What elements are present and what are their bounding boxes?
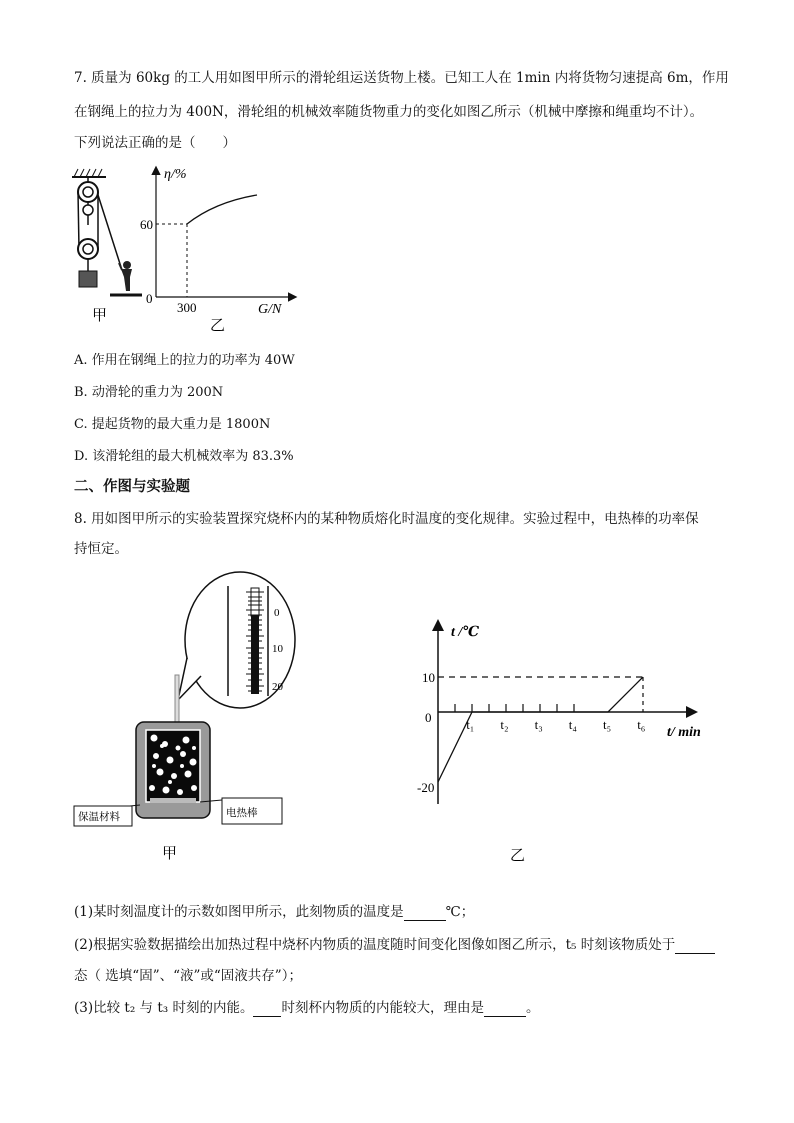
label-heater: 电热棒	[226, 808, 258, 819]
q8-sub3-text-b: 时刻杯内物质的内能较大，理由是	[281, 1000, 484, 1016]
q7-option-a[interactable]: A. 作用在钢绳上的拉力的功率为 40W	[74, 353, 295, 368]
q8-sub2-text: (2)根据实验数据描绘出加热过程中烧杯内物质的温度随时间变化图像如图乙所示，t₅ 时刻该物质处于	[74, 937, 676, 953]
efficiency-graph	[140, 160, 300, 335]
apparatus-figure	[70, 570, 330, 870]
y-axis-label: η/%	[164, 167, 187, 182]
q8-sub3-text-a: (3)比较 t₂ 与 t₃ 时刻的内能。	[74, 1000, 254, 1016]
x-tick-300: 300	[177, 300, 197, 315]
y-tick-0: 0	[425, 710, 432, 725]
q7-stem-line-2: 在钢绳上的拉力为 400N，滑轮组的机械效率随货物重力的变化如图乙所示（机械中摩擦和绳重均不计）。	[74, 104, 704, 120]
y-tick-60: 60	[140, 217, 153, 232]
x-tick-label-3: t₃	[534, 717, 543, 732]
x-tick-label-5: t₅	[603, 717, 612, 732]
x-tick-label-4: t₄	[568, 717, 577, 732]
thermo-tick-0: 0	[274, 607, 280, 619]
temperature-graph	[405, 612, 725, 867]
thermo-tick-20: 20	[272, 681, 283, 693]
q7-option-b[interactable]: B. 动滑轮的重力为 200N	[74, 385, 224, 400]
efficiency-curve	[187, 195, 257, 224]
answer-blank-4[interactable]	[484, 1000, 526, 1017]
fig7-left-caption: 甲	[92, 308, 108, 324]
thermo-tick-10: 10	[272, 643, 283, 655]
x-axis-label: t/ min	[667, 725, 701, 740]
fig8-right-caption: 乙	[510, 848, 526, 864]
q8-sub1	[74, 900, 474, 921]
q8-sub2-line2: 态（ 选填“固”、“液”或“固液共存”）；	[74, 968, 302, 984]
fig7-right-caption: 乙	[210, 318, 226, 334]
q7-stem-line-1: 7. 质量为 60kg 的工人用如图甲所示的滑轮组运送货物上楼。已知工人在 1min 内将货物匀速提高 6m，作用	[74, 70, 729, 86]
label-insulation: 保温材料	[78, 812, 120, 823]
y-tick-neg20: -20	[417, 780, 435, 795]
q8-sub1-unit: ℃；	[445, 904, 475, 920]
q8-stem-line-1: 8. 用如图甲所示的实验装置探究烧杯内的某种物质熔化时温度的变化规律。实验过程中，电热棒的功率保	[74, 511, 699, 527]
q7-option-c[interactable]: C. 提起货物的最大重力是 1800N	[74, 417, 271, 432]
answer-blank-3[interactable]	[253, 1000, 281, 1017]
pulley-figure	[66, 165, 146, 325]
q8-sub3	[74, 996, 539, 1017]
x-tick-label-2: t₂	[500, 717, 509, 732]
section-heading: 二、作图与实验题	[74, 479, 190, 495]
answer-blank-2[interactable]	[675, 937, 715, 954]
fig8-left-caption: 甲	[162, 846, 178, 862]
y-axis-label: t /℃	[451, 625, 480, 640]
q8-sub1-text: (1)某时刻温度计的示数如图甲所示，此刻物质的温度是	[74, 904, 404, 920]
q7-stem-line-3: 下列说法正确的是（ ）	[74, 135, 236, 151]
q8-sub3-text-c: 。	[525, 1000, 540, 1016]
origin-label: 0	[146, 291, 153, 306]
q7-option-d[interactable]: D. 该滑轮组的最大机械效率为 83.3%	[74, 449, 294, 464]
q8-stem-line-2: 持恒定。	[74, 541, 128, 557]
q8-sub2	[74, 933, 715, 954]
answer-blank-1[interactable]	[404, 904, 446, 921]
y-tick-10: 10	[422, 670, 435, 685]
x-axis-label: G/N	[258, 302, 282, 317]
x-tick-label-6: t₆	[637, 717, 646, 732]
x-tick-label-1: t₁	[466, 717, 475, 732]
